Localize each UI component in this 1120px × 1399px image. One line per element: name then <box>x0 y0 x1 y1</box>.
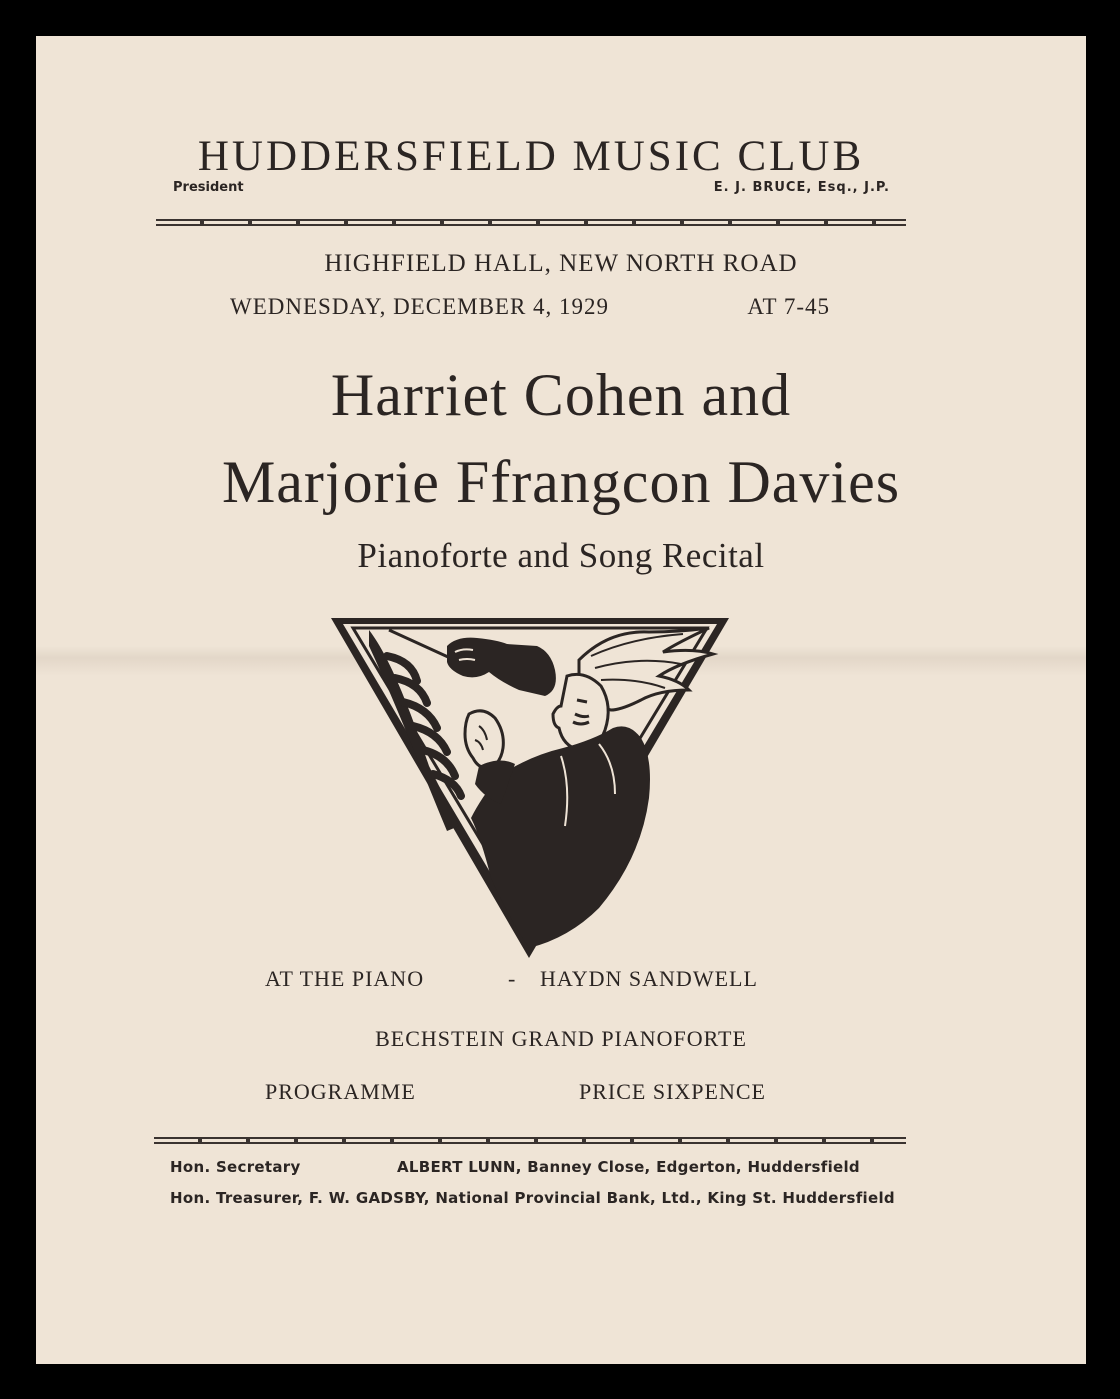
price-label: PRICE SIXPENCE <box>579 1079 766 1104</box>
conductor-triangle-illustration <box>329 616 731 961</box>
programme-page <box>36 36 1086 1364</box>
programme-label: PROGRAMME <box>265 1079 416 1104</box>
secretary-details: ALBERT LUNN, Banney Close, Edgerton, Huddersfield <box>397 1158 860 1176</box>
performer-line-2: Marjorie Ffrangcon Davies <box>221 449 901 515</box>
performer-line-1: Harriet Cohen and <box>330 362 792 428</box>
president-name: E. J. BRUCE, Esq., J.P. <box>713 180 890 195</box>
event-date: WEDNESDAY, DECEMBER 4, 1929 <box>230 294 610 319</box>
secretary-label: Hon. Secretary <box>170 1158 301 1176</box>
club-title: HUDDERSFIELD MUSIC CLUB <box>197 133 865 180</box>
decorative-rule-top <box>156 219 906 226</box>
decorative-rule-bottom <box>154 1137 906 1144</box>
piano-dash: - <box>508 966 517 991</box>
treasurer-details: Hon. Treasurer, F. W. GADSBY, National Provincial Bank, Ltd., King St. Huddersfield <box>170 1189 895 1207</box>
pianist-name: HAYDN SANDWELL <box>540 966 758 991</box>
recital-subtitle: Pianoforte and Song Recital <box>357 536 765 575</box>
date-row <box>230 294 830 320</box>
venue: HIGHFIELD HALL, NEW NORTH ROAD <box>324 250 798 277</box>
piano-label: AT THE PIANO <box>265 966 425 991</box>
president-label: President <box>173 180 244 195</box>
event-time: AT 7-45 <box>747 294 830 319</box>
instrument: BECHSTEIN GRAND PIANOFORTE <box>375 1026 747 1051</box>
